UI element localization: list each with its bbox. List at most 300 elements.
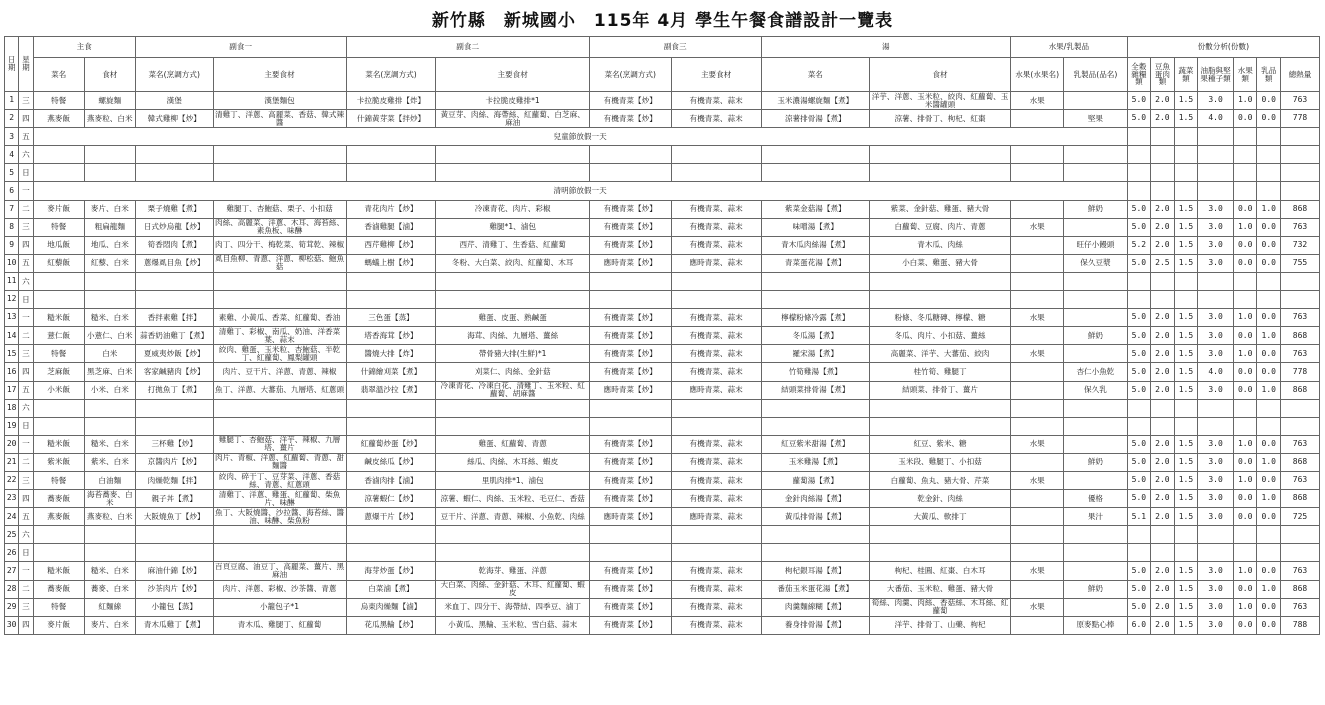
kcal-cell: 725	[1280, 508, 1319, 526]
side3-ingredient-cell: 有機青菜、蒜末	[671, 327, 761, 345]
fruit-cell: 水果	[1011, 471, 1064, 489]
empty-cell	[1257, 146, 1281, 164]
oil-cell: 3.0	[1198, 381, 1234, 399]
side1-dish-cell: 大阪燒魚丁【炒】	[135, 508, 213, 526]
side3-dish-cell: 有機青菜【炒】	[589, 490, 671, 508]
side1-ingredient-cell: 肉片、豆干片、洋蔥、青蔥、辣椒	[213, 363, 346, 381]
empty-cell	[671, 164, 761, 182]
weekday-cell: 四	[19, 363, 33, 381]
empty-cell	[1064, 399, 1127, 417]
grain-cell: 6.0	[1127, 616, 1151, 634]
veg-cell: 1.5	[1174, 471, 1198, 489]
weekday-cell: 三	[19, 218, 33, 236]
portion-empty-cell	[1198, 128, 1234, 146]
empty-cell	[1127, 544, 1151, 562]
day-cell: 14	[5, 327, 19, 345]
empty-cell	[589, 544, 671, 562]
oil-cell: 3.0	[1198, 92, 1234, 110]
empty-cell	[135, 526, 213, 544]
weekday-cell: 三	[19, 92, 33, 110]
dairy-cell	[1064, 562, 1127, 580]
soup-dish-cell: 冬瓜湯【煮】	[761, 327, 869, 345]
side3-ingredient-cell: 有機青菜、蒜末	[671, 598, 761, 616]
fruit-cell: 水果	[1011, 562, 1064, 580]
header-side2: 副食二	[346, 37, 589, 58]
oil-cell: 3.0	[1198, 236, 1234, 254]
side3-ingredient-cell: 有機青菜、蒜末	[671, 92, 761, 110]
header-side1: 副食一	[135, 37, 346, 58]
portion-empty-cell	[1174, 128, 1198, 146]
protein-cell: 2.0	[1151, 508, 1175, 526]
protein-cell: 2.0	[1151, 327, 1175, 345]
empty-cell	[213, 417, 346, 435]
dairy-cell: 果汁	[1064, 508, 1127, 526]
fruit-cat-cell: 0.0	[1233, 616, 1257, 634]
soup-ingredient-cell: 白蘿蔔、豆腐、肉片、青蔥	[869, 218, 1010, 236]
side1-ingredient-cell: 清雞丁、洋蔥、雞蛋、紅蘿蔔、柴魚片、味醂	[213, 490, 346, 508]
fruit-cat-cell: 1.0	[1233, 345, 1257, 363]
main-dish-cell: 麥片飯	[33, 200, 84, 218]
day-cell: 30	[5, 616, 19, 634]
weekday-cell: 五	[19, 381, 33, 399]
day-cell: 17	[5, 381, 19, 399]
empty-cell	[84, 164, 135, 182]
side2-ingredient-cell: 海茸、肉絲、九層塔、薑絲	[436, 327, 589, 345]
table-row	[5, 200, 1320, 218]
main-ingredient-cell: 糙米、白米	[84, 435, 135, 453]
side2-ingredient-cell: 雞蛋、皮蛋、熟鹹蛋	[436, 309, 589, 327]
portion-empty-cell	[1257, 128, 1281, 146]
oil-cell: 3.0	[1198, 345, 1234, 363]
weekday-cell: 一	[19, 309, 33, 327]
oil-cell: 3.0	[1198, 616, 1234, 634]
soup-ingredient-cell: 結頭菜、排骨丁、薑片	[869, 381, 1010, 399]
grain-cell: 5.0	[1127, 200, 1151, 218]
table-row	[5, 508, 1320, 526]
main-dish-cell: 特餐	[33, 92, 84, 110]
empty-cell	[346, 291, 436, 309]
grain-cell: 5.0	[1127, 598, 1151, 616]
side1-ingredient-cell: 雞腿丁、杏鮑菇、栗子、小扣菇	[213, 200, 346, 218]
main-ingredient-cell: 螺旋麵	[84, 92, 135, 110]
empty-cell	[346, 164, 436, 182]
day-cell: 4	[5, 146, 19, 164]
side3-dish-cell: 有機青菜【炒】	[589, 453, 671, 471]
weekday-cell: 二	[19, 580, 33, 598]
empty-cell	[1011, 526, 1064, 544]
fruit-cell	[1011, 453, 1064, 471]
empty-cell	[671, 146, 761, 164]
side3-dish-cell: 有機青菜【炒】	[589, 616, 671, 634]
veg-cell: 1.5	[1174, 435, 1198, 453]
main-ingredient-cell: 麥片、白米	[84, 616, 135, 634]
side3-ingredient-cell: 有機青菜、蒜末	[671, 453, 761, 471]
table-row	[5, 345, 1320, 363]
empty-cell	[1174, 399, 1198, 417]
fruit-cell	[1011, 363, 1064, 381]
side1-dish-cell: 日式炒烏龍【炒】	[135, 218, 213, 236]
side2-ingredient-cell: 黃豆芽、肉絲、海帶絲、紅蘿蔔、白芝麻、麻油	[436, 110, 589, 128]
side1-ingredient-cell: 百頁豆腐、油豆丁、高麗菜、薑片、黑麻油	[214, 562, 345, 579]
kcal-cell: 732	[1280, 236, 1319, 254]
empty-cell	[135, 164, 213, 182]
dairy-cell	[1064, 345, 1127, 363]
veg-cell: 1.5	[1174, 580, 1198, 598]
fruit-cat-cell: 0.0	[1233, 327, 1257, 345]
day-cell: 5	[5, 164, 19, 182]
oil-cell: 3.0	[1198, 309, 1234, 327]
milk-cell: 0.0	[1257, 562, 1281, 580]
empty-cell	[346, 146, 436, 164]
grain-cell: 5.0	[1127, 92, 1151, 110]
empty-cell	[436, 526, 589, 544]
day-cell: 29	[5, 598, 19, 616]
side2-dish-cell: 香滷肉排【滷】	[346, 471, 436, 489]
day-cell: 8	[5, 218, 19, 236]
empty-cell	[1257, 399, 1281, 417]
fruit-cell: 水果	[1011, 435, 1064, 453]
fruit-cell	[1011, 327, 1064, 345]
kcal-cell: 763	[1280, 309, 1319, 327]
day-cell: 15	[5, 345, 19, 363]
side1-ingredient-cell: 虱目魚柳、青蔥、洋蔥、柳松菇、鮑魚菇	[214, 254, 345, 272]
header-date: 日期	[5, 37, 19, 92]
veg-cell: 1.5	[1174, 363, 1198, 381]
fruit-cell	[1011, 490, 1064, 508]
dairy-cell: 鮮奶	[1064, 200, 1127, 218]
table-row	[5, 92, 1320, 110]
soup-dish-cell: 紫菜金菇湯【煮】	[761, 200, 869, 218]
day-cell: 27	[5, 562, 19, 580]
side1-ingredient-cell: 漢堡麵包	[213, 92, 346, 110]
weekday-cell: 日	[19, 291, 33, 309]
side2-dish-cell: 海芽炒蛋【炒】	[346, 562, 436, 580]
kcal-cell: 763	[1280, 435, 1319, 453]
dairy-cell	[1064, 218, 1127, 236]
side1-dish-cell: 青木瓜雞丁【煮】	[135, 616, 213, 634]
soup-ingredient-cell: 洋芋、排骨丁、山藥、枸杞	[869, 616, 1010, 634]
protein-cell: 2.0	[1151, 490, 1175, 508]
empty-cell	[213, 526, 346, 544]
veg-cell: 1.5	[1174, 453, 1198, 471]
empty-cell	[1011, 164, 1064, 182]
weekday-cell: 六	[19, 272, 33, 290]
side3-ingredient-cell: 應時青菜、蒜末	[671, 381, 761, 399]
day-cell: 9	[5, 236, 19, 254]
empty-cell	[869, 417, 1010, 435]
side1-dish-cell: 親子丼【煮】	[135, 490, 213, 508]
kcal-cell: 868	[1280, 453, 1319, 471]
day-cell: 16	[5, 363, 19, 381]
fruit-cat-cell: 0.0	[1233, 363, 1257, 381]
header-side1-ingredient: 主要食材	[213, 58, 346, 92]
weekday-cell: 五	[19, 254, 33, 272]
oil-cell: 3.0	[1198, 453, 1234, 471]
dairy-cell	[1064, 92, 1127, 110]
weekday-cell: 日	[19, 164, 33, 182]
empty-cell	[1174, 272, 1198, 290]
empty-cell	[1151, 272, 1175, 290]
day-cell: 7	[5, 200, 19, 218]
fruit-cat-cell: 1.0	[1233, 562, 1257, 580]
grain-cell: 5.0	[1127, 381, 1151, 399]
header-fruit-cat: 水果類	[1233, 58, 1257, 92]
empty-cell	[1198, 526, 1234, 544]
portion-empty-cell	[1233, 128, 1257, 146]
kcal-cell: 868	[1280, 381, 1319, 399]
protein-cell: 2.5	[1151, 254, 1175, 272]
empty-cell	[1174, 146, 1198, 164]
header-row-2	[5, 58, 1320, 92]
soup-dish-cell: 檸檬粉條冷露【煮】	[761, 309, 869, 327]
side1-ingredient-cell: 肉片、洋蔥、彩椒、沙茶醬、青蔥	[213, 580, 346, 598]
empty-cell	[1280, 417, 1319, 435]
empty-cell	[33, 399, 84, 417]
day-cell: 10	[5, 254, 19, 272]
empty-cell	[1257, 272, 1281, 290]
milk-cell: 0.0	[1257, 218, 1281, 236]
day-cell: 19	[5, 417, 19, 435]
table-row	[5, 381, 1320, 399]
fruit-cell	[1011, 508, 1064, 526]
empty-cell	[135, 544, 213, 562]
side2-dish-cell: 卡拉脆皮雞排【炸】	[346, 92, 436, 110]
side2-dish-cell: 螞蟻上樹【炒】	[346, 254, 436, 272]
empty-cell	[84, 526, 135, 544]
main-dish-cell: 蕎麥飯	[33, 580, 84, 598]
side1-dish-cell: 夏威夷炒飯【炒】	[135, 345, 213, 363]
veg-cell: 1.5	[1174, 490, 1198, 508]
grain-cell: 5.1	[1127, 508, 1151, 526]
table-row	[5, 399, 1320, 417]
side1-dish-cell: 客家鹹豬肉【炒】	[135, 363, 213, 381]
main-dish-cell: 紫米飯	[33, 453, 84, 471]
grain-cell: 5.0	[1127, 363, 1151, 381]
veg-cell: 1.5	[1174, 508, 1198, 526]
side2-ingredient-cell: 西芹、清雞丁、生香菇、紅蘿蔔	[436, 236, 589, 254]
day-cell: 18	[5, 399, 19, 417]
day-cell: 12	[5, 291, 19, 309]
empty-cell	[213, 146, 346, 164]
empty-cell	[761, 526, 869, 544]
empty-cell	[1198, 291, 1234, 309]
header-protein: 豆魚蛋肉類	[1151, 58, 1175, 92]
empty-cell	[135, 146, 213, 164]
empty-cell	[1064, 164, 1127, 182]
kcal-cell: 868	[1280, 580, 1319, 598]
fruit-cell: 水果	[1011, 309, 1064, 327]
side2-dish-cell: 香滷雞腿【滷】	[346, 218, 436, 236]
soup-dish-cell: 玉米濃湯螺旋麵【煮】	[761, 92, 869, 110]
side2-ingredient-cell: 大白菜、肉絲、金針菇、木耳、紅蘿蔔、蝦皮	[436, 580, 589, 598]
empty-cell	[1257, 164, 1281, 182]
weekday-cell: 三	[19, 598, 33, 616]
grain-cell: 5.0	[1127, 327, 1151, 345]
day-cell: 20	[5, 435, 19, 453]
protein-cell: 2.0	[1151, 236, 1175, 254]
table-row	[5, 182, 1320, 200]
side3-dish-cell: 有機青菜【炒】	[589, 200, 671, 218]
empty-cell	[1127, 291, 1151, 309]
table-row	[5, 218, 1320, 236]
soup-ingredient-cell: 青木瓜、肉絲	[869, 236, 1010, 254]
side3-ingredient-cell: 有機青菜、蒜末	[671, 309, 761, 327]
protein-cell: 2.0	[1151, 381, 1175, 399]
soup-dish-cell: 番茄玉米蛋花湯【煮】	[761, 580, 869, 598]
side3-ingredient-cell: 有機青菜、蒜末	[671, 616, 761, 634]
day-cell: 23	[5, 490, 19, 508]
main-dish-cell: 特餐	[33, 598, 84, 616]
empty-cell	[589, 417, 671, 435]
grain-cell: 5.0	[1127, 562, 1151, 580]
empty-cell	[1257, 544, 1281, 562]
milk-cell: 0.0	[1257, 508, 1281, 526]
soup-ingredient-cell: 高麗菜、洋芋、大蕃茄、絞肉	[869, 345, 1010, 363]
empty-cell	[1280, 544, 1319, 562]
side1-ingredient-cell: 清雞丁、彩椒、南瓜、奶油、洋香菜葉、蒜末	[213, 327, 346, 345]
protein-cell: 2.0	[1151, 453, 1175, 471]
empty-cell	[1151, 291, 1175, 309]
milk-cell: 1.0	[1257, 490, 1281, 508]
milk-cell: 1.0	[1257, 381, 1281, 399]
fruit-cell	[1011, 236, 1064, 254]
empty-cell	[1011, 146, 1064, 164]
fruit-cat-cell: 0.0	[1233, 381, 1257, 399]
portion-empty-cell	[1151, 182, 1175, 200]
empty-cell	[1151, 164, 1175, 182]
empty-cell	[589, 291, 671, 309]
soup-ingredient-cell: 小白菜、雞蛋、豬大骨	[869, 254, 1010, 272]
kcal-cell: 763	[1280, 345, 1319, 363]
page-title: 新竹縣 新城國小 115年 4月 學生午餐食譜設計一覽表	[431, 11, 894, 31]
table-row	[5, 272, 1320, 290]
main-dish-cell: 糙米飯	[33, 435, 84, 453]
kcal-cell: 763	[1280, 218, 1319, 236]
side2-dish-cell: 紅蘿蔔炒蛋【炒】	[346, 435, 436, 453]
side3-ingredient-cell: 有機青菜、蒜末	[671, 363, 761, 381]
kcal-cell: 763	[1280, 562, 1319, 580]
table-row	[5, 453, 1320, 471]
fruit-cell	[1011, 381, 1064, 399]
side1-dish-cell: 韓式雞柳【炒】	[135, 110, 213, 128]
milk-cell: 0.0	[1257, 110, 1281, 128]
empty-cell	[33, 291, 84, 309]
milk-cell: 0.0	[1257, 309, 1281, 327]
side3-dish-cell: 應時青菜【炒】	[589, 381, 671, 399]
main-ingredient-cell: 蕎麥、白米	[84, 580, 135, 598]
side2-dish-cell: 什錦黃芽菜【拌炒】	[346, 110, 436, 128]
milk-cell: 0.0	[1257, 92, 1281, 110]
side3-ingredient-cell: 有機青菜、蒜末	[671, 345, 761, 363]
soup-dish-cell: 涼薯排骨湯【煮】	[761, 110, 869, 128]
empty-cell	[589, 399, 671, 417]
milk-cell: 0.0	[1257, 363, 1281, 381]
fruit-cat-cell: 1.0	[1233, 598, 1257, 616]
empty-cell	[761, 291, 869, 309]
side2-ingredient-cell: 冷凍青花、肉片、彩椒	[436, 200, 589, 218]
dairy-cell: 鮮奶	[1064, 580, 1127, 598]
side1-ingredient-cell: 肉絲、高麗菜、洋蔥、木耳、海苔絲、素魚板、味醂	[214, 218, 345, 236]
table-row	[5, 526, 1320, 544]
main-dish-cell: 特餐	[33, 345, 84, 363]
side2-ingredient-cell: 冷凍青花、冷凍白花、清雞丁、玉米粒、紅蘿蔔、胡麻醬	[436, 381, 589, 399]
header-oil: 油脂與堅果種子類	[1198, 58, 1234, 92]
empty-cell	[33, 164, 84, 182]
side2-ingredient-cell: 卡拉脆皮雞排*1	[436, 92, 589, 110]
soup-ingredient-cell: 洋芋、洋蔥、玉米粒、絞肉、紅蘿蔔、玉米醬罐頭	[869, 92, 1010, 110]
veg-cell: 1.5	[1174, 110, 1198, 128]
weekday-cell: 二	[19, 453, 33, 471]
empty-cell	[436, 146, 589, 164]
side1-dish-cell: 三杯雞【炒】	[135, 435, 213, 453]
oil-cell: 3.0	[1198, 218, 1234, 236]
main-ingredient-cell: 白米	[84, 345, 135, 363]
empty-cell	[761, 146, 869, 164]
soup-dish-cell: 金針肉絲湯【煮】	[761, 490, 869, 508]
table-row	[5, 471, 1320, 489]
header-grain: 全穀雜糧類	[1127, 58, 1151, 92]
empty-cell	[1127, 526, 1151, 544]
side1-dish-cell: 打拋魚丁【煮】	[135, 381, 213, 399]
protein-cell: 2.0	[1151, 218, 1175, 236]
table-row	[5, 417, 1320, 435]
main-ingredient-cell: 黑芝麻、白米	[84, 363, 135, 381]
empty-cell	[1151, 544, 1175, 562]
soup-ingredient-cell: 紅豆、紫米、糖	[869, 435, 1010, 453]
portion-empty-cell	[1174, 182, 1198, 200]
weekday-cell: 一	[19, 182, 33, 200]
side2-dish-cell: 烏東肉燥麵【滷】	[346, 598, 436, 616]
empty-cell	[1174, 291, 1198, 309]
soup-ingredient-cell: 枸杞、桂圓、紅棗、白木耳	[869, 562, 1010, 580]
header-soup-ingredient: 食材	[869, 58, 1010, 92]
table-row	[5, 164, 1320, 182]
main-dish-cell: 地瓜飯	[33, 236, 84, 254]
main-ingredient-cell: 紅藜、白米	[84, 254, 135, 272]
soup-dish-cell: 肉羹麵線糊【煮】	[761, 598, 869, 616]
portion-empty-cell	[1127, 182, 1151, 200]
weekday-cell: 六	[19, 399, 33, 417]
fruit-cat-cell: 1.0	[1233, 435, 1257, 453]
fruit-cat-cell: 0.0	[1233, 254, 1257, 272]
side2-dish-cell: 蔥爆干片【炒】	[346, 508, 436, 526]
side2-dish-cell: 醬燒大排【炸】	[346, 345, 436, 363]
table-row	[5, 363, 1320, 381]
main-ingredient-cell: 地瓜、白米	[84, 236, 135, 254]
fruit-cat-cell: 1.0	[1233, 218, 1257, 236]
side1-dish-cell: 蔥爆虱目魚【炒】	[135, 254, 213, 272]
empty-cell	[589, 146, 671, 164]
main-dish-cell: 小米飯	[33, 381, 84, 399]
empty-cell	[1011, 544, 1064, 562]
main-ingredient-cell: 小米、白米	[84, 381, 135, 399]
side1-ingredient-cell: 素雞、小黃瓜、香菜、紅蘿蔔、香油	[213, 309, 346, 327]
soup-ingredient-cell: 桂竹筍、雞腿丁	[869, 363, 1010, 381]
empty-cell	[1198, 272, 1234, 290]
fruit-cat-cell: 0.0	[1233, 490, 1257, 508]
protein-cell: 2.0	[1151, 200, 1175, 218]
main-dish-cell: 燕麥飯	[33, 110, 84, 128]
soup-dish-cell: 青菜蛋花湯【煮】	[761, 254, 869, 272]
empty-cell	[213, 399, 346, 417]
empty-cell	[1233, 272, 1257, 290]
kcal-cell: 778	[1280, 110, 1319, 128]
soup-ingredient-cell: 紫菜、金針菇、雞蛋、豬大骨	[869, 200, 1010, 218]
empty-cell	[1127, 399, 1151, 417]
header-soup-dish: 菜名	[761, 58, 869, 92]
empty-cell	[1280, 526, 1319, 544]
dairy-cell	[1064, 435, 1127, 453]
